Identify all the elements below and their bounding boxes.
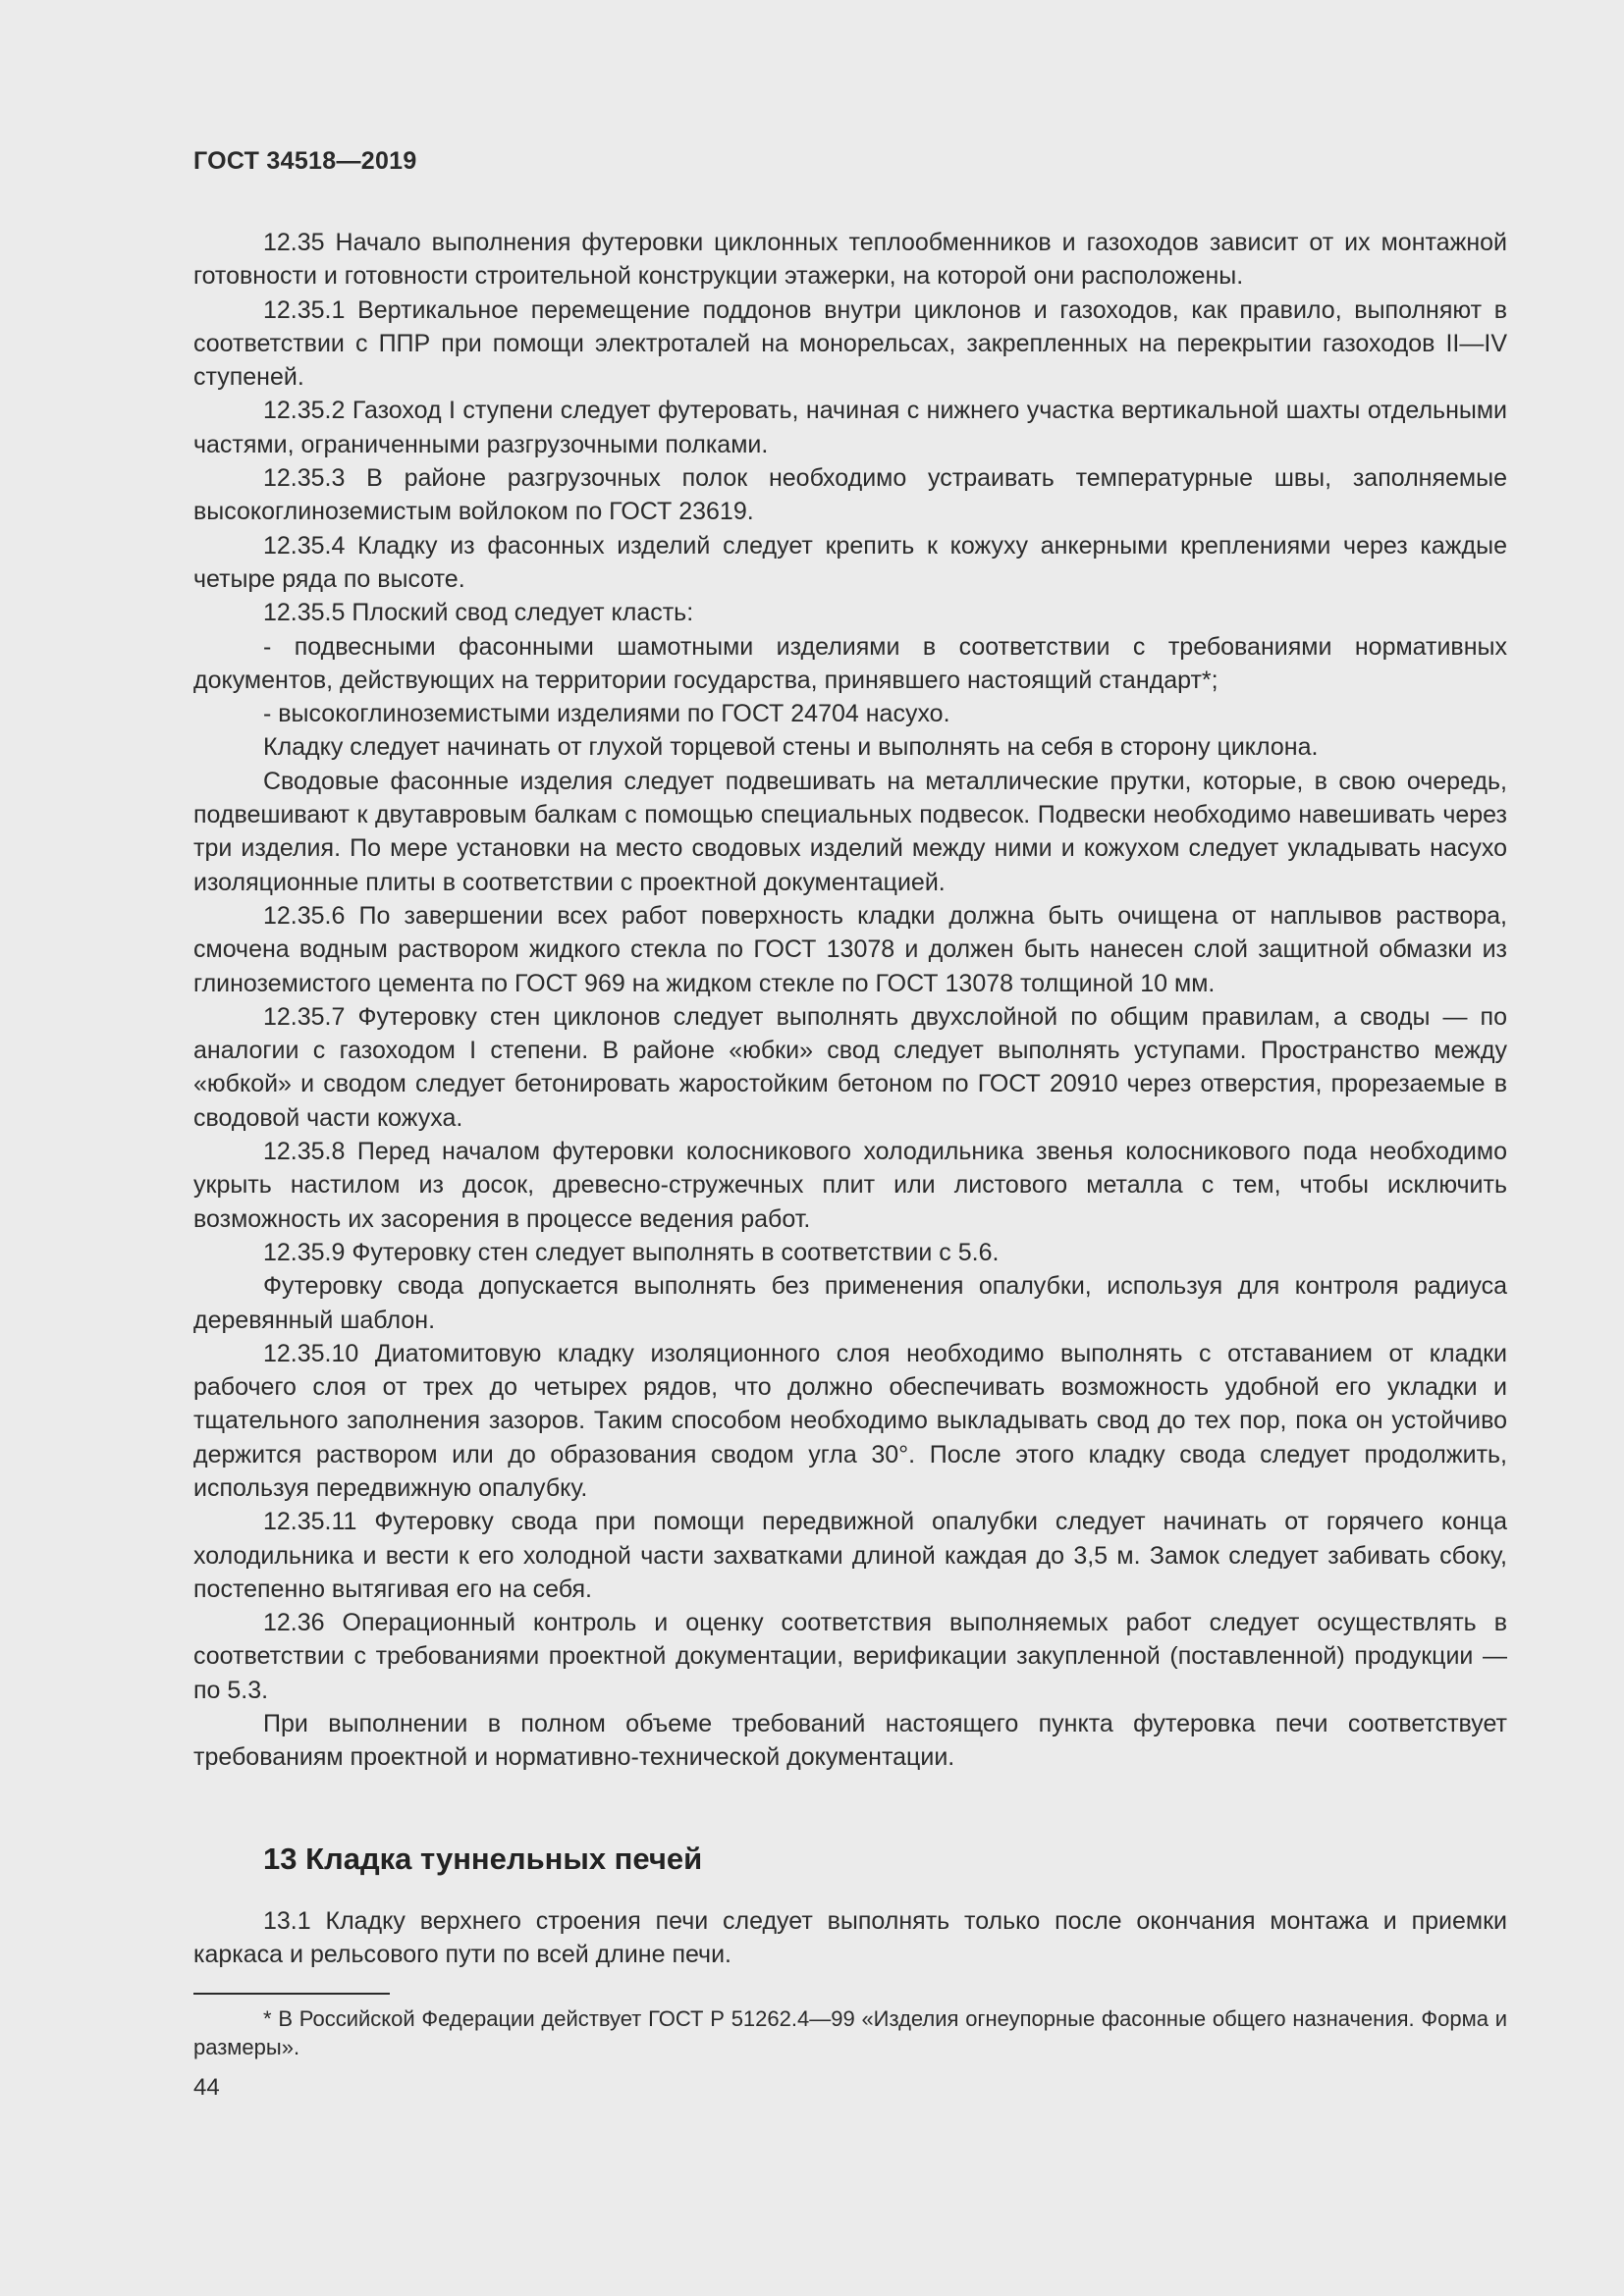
list-item-high-alumina: - высокоглиноземистыми изделиями по ГОСТ 24704 насухо.: [263, 700, 950, 728]
paragraph-12-36: 12.36 Операционный контроль и оценку соответствия выполняемых работ следует осуществлять в соответствии с требованиями проектной документации, верификации закупленной (поставленной) продукции — по 5.3.: [193, 1609, 1507, 1704]
paragraph-12-35-9: 12.35.9 Футеровку стен следует выполнять в соответствии с 5.6.: [263, 1238, 1000, 1266]
paragraph-masonry-start: Кладку следует начинать от глухой торцевой стены и выполнять на себя в сторону циклона.: [263, 733, 1319, 762]
paragraph-12-35-2: 12.35.2 Газоход I ступени следует футеровать, начиная с нижнего участка вертикальной шахты отдельными частями, ограниченными разгрузочными полками.: [193, 397, 1507, 458]
document-code-header: ГОСТ 34518—2019: [193, 147, 417, 175]
footnote-divider: [193, 1993, 390, 1995]
paragraph-12-35-10: 12.35.10 Диатомитовую кладку изоляционного слоя необходимо выполнять с отставанием от кладки рабочего слоя от трех до четырех рядов, что должно обеспечивать возможность удобной его укладки и тщательного заполнения зазоров. Таким способом необходимо выкладывать свод до тех пор, пока он устойчиво держится раствором или до образования сводом угла 30°. После этого кладку свода следует продолжить, используя передвижную опалубку.: [193, 1339, 1507, 1502]
section-heading-13: 13 Кладка туннельных печей: [263, 1842, 703, 1876]
paragraph-arch-template: Футеровку свода допускается выполнять без применения опалубки, используя для контроля радиуса деревянный шаблон.: [193, 1272, 1507, 1334]
paragraph-12-35: 12.35 Начало выполнения футеровки циклонных теплообменников и газоходов зависит от их монтажной готовности и готовности строительной конструкции этажерки, на которой они расположены.: [193, 229, 1507, 291]
paragraph-12-35-4: 12.35.4 Кладку из фасонных изделий следует крепить к кожуху анкерными креплениями через каждые четыре ряда по высоте.: [193, 531, 1507, 593]
paragraph-12-35-7: 12.35.7 Футеровку стен циклонов следует выполнять двухслойной по общим правилам, а своды — по аналогии с газоходом I степени. В районе «юбки» свод следует выполнять уступами. Пространство между «юбкой» и сводом следует бетонировать жаростойким бетоном по ГОСТ 20910 через отверстия, прорезаемые в сводовой части кожуха.: [193, 1002, 1507, 1132]
paragraph-arch-bricks: Сводовые фасонные изделия следует подвешивать на металлические прутки, которые, в свою очередь, подвешивают к двутавровым балкам с помощью специальных подвесок. Подвески необходимо навешивать через три изделия. По мере установки на место сводовых изделий между ними и кожухом следует укладывать насухо изоляционные плиты в соответствии с проектной документацией.: [193, 767, 1507, 896]
page-number: 44: [193, 2074, 220, 2101]
paragraph-13-1: 13.1 Кладку верхнего строения печи следует выполнять только после окончания монтажа и приемки каркаса и рельсового пути по всей длине печи.: [193, 1907, 1507, 1969]
paragraph-12-35-11: 12.35.11 Футеровку свода при помощи передвижной опалубки следует начинать от горячего конца холодильника и вести к его холодной части захватками длиной каждая до 3,5 м. Замок следует забивать сбоку, постепенно вытягивая его на себя.: [193, 1508, 1507, 1603]
paragraph-12-35-3: 12.35.3 В районе разгрузочных полок необходимо устраивать температурные швы, заполняемые высокоглиноземистым войлоком по ГОСТ 23619.: [193, 464, 1507, 526]
paragraph-12-35-6: 12.35.6 По завершении всех работ поверхность кладки должна быть очищена от наплывов раствора, смочена водным раствором жидкого стекла по ГОСТ 13078 и должен быть нанесен слой защитной обмазки из глиноземистого цемента по ГОСТ 969 на жидком стекле по ГОСТ 13078 толщиной 10 мм.: [193, 901, 1507, 997]
paragraph-12-35-5: 12.35.5 Плоский свод следует класть:: [263, 599, 694, 627]
paragraph-compliance: При выполнении в полном объеме требований настоящего пункта футеровка печи соответствует требованиям проектной и нормативно-технической документации.: [193, 1710, 1507, 1772]
main-text-block: [193, 226, 1507, 1775]
section-13-text-block: [193, 1904, 1507, 1972]
paragraph-12-35-1: 12.35.1 Вертикальное перемещение поддонов внутри циклонов и газоходов, как правило, выполняют в соответствии с ППР при помощи электроталей на монорельсах, закрепленных на перекрытии газоходов II—IV ступеней.: [193, 295, 1507, 392]
paragraph-12-35-8: 12.35.8 Перед началом футеровки колосникового холодильника звенья колосникового пода необходимо укрыть настилом из досок, древесно-стружечных плит или листового металла с тем, чтобы исключить возможность их засорения в процессе ведения работ.: [193, 1138, 1507, 1233]
list-item-suspended-bricks: - подвесными фасонными шамотными изделиями в соответствии с требованиями нормативных документов, действующих на территории государства, принявшего настоящий стандарт*;: [193, 632, 1507, 694]
footnote: * В Российской Федерации действует ГОСТ Р 51262.4—99 «Изделия огнеупорные фасонные общего назначения. Форма и размеры».: [193, 2006, 1507, 2059]
